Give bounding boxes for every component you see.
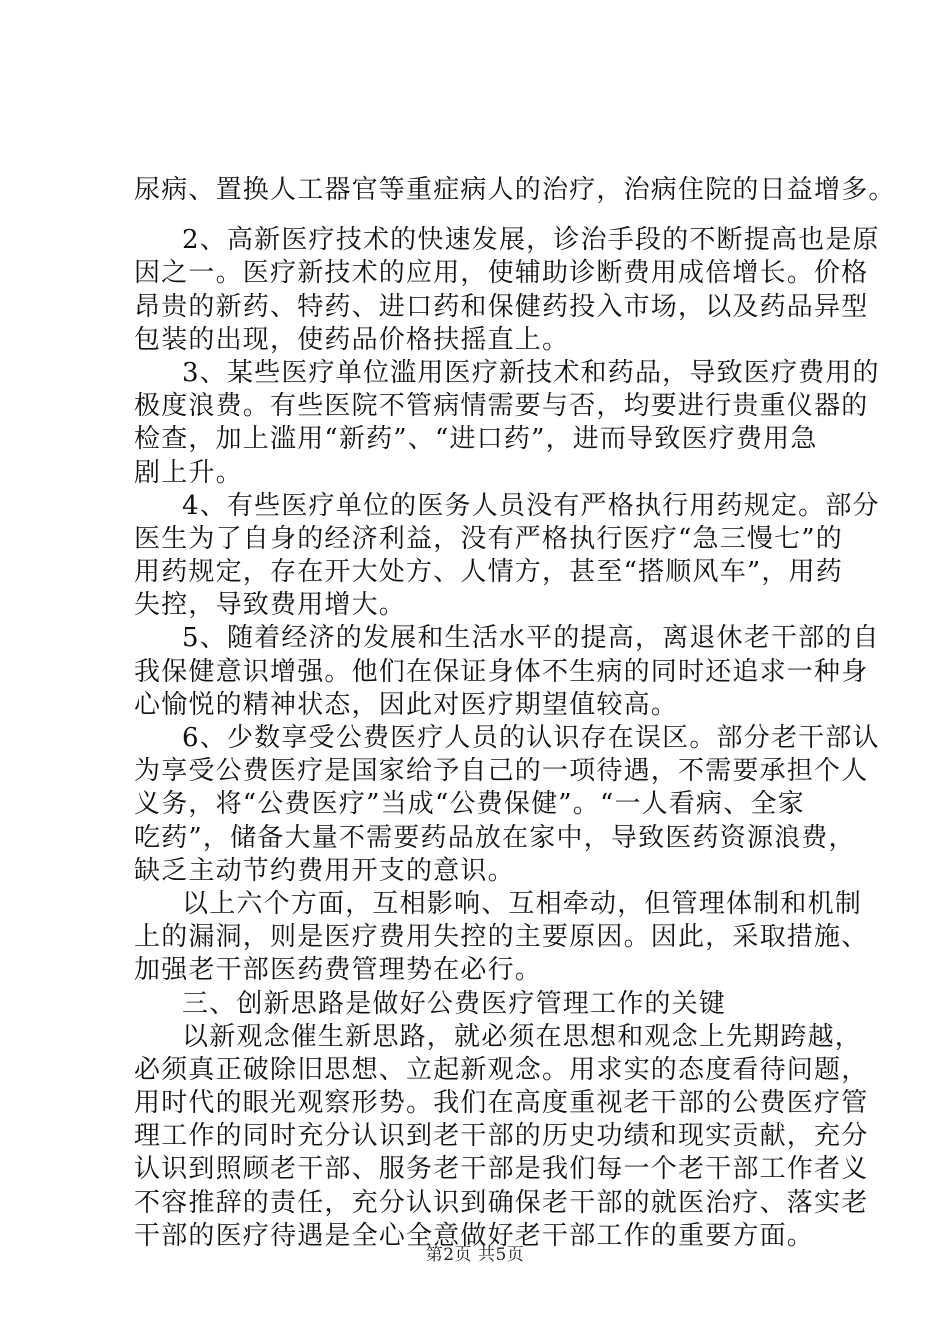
text-line: 理工作的同时充分认识到老干部的历史功绩和现实贡献，充分: [134, 1121, 869, 1152]
page-number: 第2页 共5页: [425, 1245, 525, 1265]
text-line: 认识到照顾老干部、服务老干部是我们每一个老干部工作者义: [134, 1154, 869, 1185]
text-line: 4、有些医疗单位的医务人员没有严格执行用药规定。部分: [182, 490, 880, 521]
text-line: 义务，将“公费医疗”当成“公费保健”。“一人看病、全家: [134, 789, 805, 820]
text-line: 极度浪费。有些医院不管病情需要与否，均要进行贵重仪器的: [134, 391, 869, 422]
text-line: 5、随着经济的发展和生活水平的提高，离退休老干部的自: [182, 623, 880, 654]
text-line: 吃药”，储备大量不需要药品放在家中，导致医药资源浪费，: [134, 822, 856, 853]
text-line: 心愉悦的精神状态，因此对医疗期望值较高。: [134, 689, 679, 720]
paragraph-gap: [134, 207, 846, 224]
text-line: 以新观念催生新思路，就必须在思想和观念上先期跨越，: [182, 1021, 863, 1052]
text-line: 医生为了自身的经济利益，没有严格执行医疗“急三慢七”的: [134, 523, 843, 554]
text-line: 用时代的眼光观察形势。我们在高度重视老干部的公费医疗管: [134, 1088, 869, 1119]
text-line: 剧上升。: [134, 457, 243, 488]
text-line: 缺乏主动节约费用开支的意识。: [134, 855, 515, 886]
text-line: 2、高新医疗技术的快速发展，诊治手段的不断提高也是原: [182, 225, 880, 256]
text-line: 为享受公费医疗是国家给予自己的一项待遇，不需要承担个人: [134, 756, 869, 787]
text-line: 尿病、置换人工器官等重症病人的治疗，治病住院的日益增多。: [134, 175, 896, 205]
text-line: 包装的出现，使药品价格扶摇直上。: [134, 324, 570, 355]
text-line: 加强老干部医药费管理势在必行。: [134, 955, 543, 986]
section-heading: 三、创新思路是做好公费医疗管理工作的关键: [182, 988, 727, 1019]
text-line: 检查，加上滥用“新药”、“进口药”，进而导致医疗费用急: [134, 424, 818, 455]
text-line: 因之一。医疗新技术的应用，使辅助诊断费用成倍增长。价格: [134, 258, 869, 289]
document-body: [134, 174, 896, 1253]
text-line: 失控，导致费用增大。: [134, 590, 407, 621]
text-line: 3、某些医疗单位滥用医疗新技术和药品，导致医疗费用的: [182, 357, 880, 388]
text-line: 6、少数享受公费医疗人员的认识存在误区。部分老干部认: [182, 723, 880, 753]
text-line: 用药规定，存在开大处方、人情方，甚至“搭顺风车”，用药: [134, 557, 843, 588]
text-line: 我保健意识增强。他们在保证身体不生病的同时还追求一种身: [134, 656, 869, 687]
text-line: 干部的医疗待遇是全心全意做好老干部工作的重要方面。: [134, 1220, 815, 1251]
text-line: 上的漏洞，则是医疗费用失控的主要原因。因此，采取措施、: [134, 922, 869, 953]
text-line: 必须真正破除旧思想、立起新观念。用求实的态度看待问题，: [134, 1054, 869, 1085]
text-line: 以上六个方面，互相影响、互相牵动，但管理体制和机制: [182, 888, 863, 919]
text-line: 不容推辞的责任，充分认识到确保老干部的就医治疗、落实老: [134, 1187, 869, 1218]
text-line: 昂贵的新药、特药、进口药和保健药投入市场，以及药品异型: [134, 291, 869, 322]
